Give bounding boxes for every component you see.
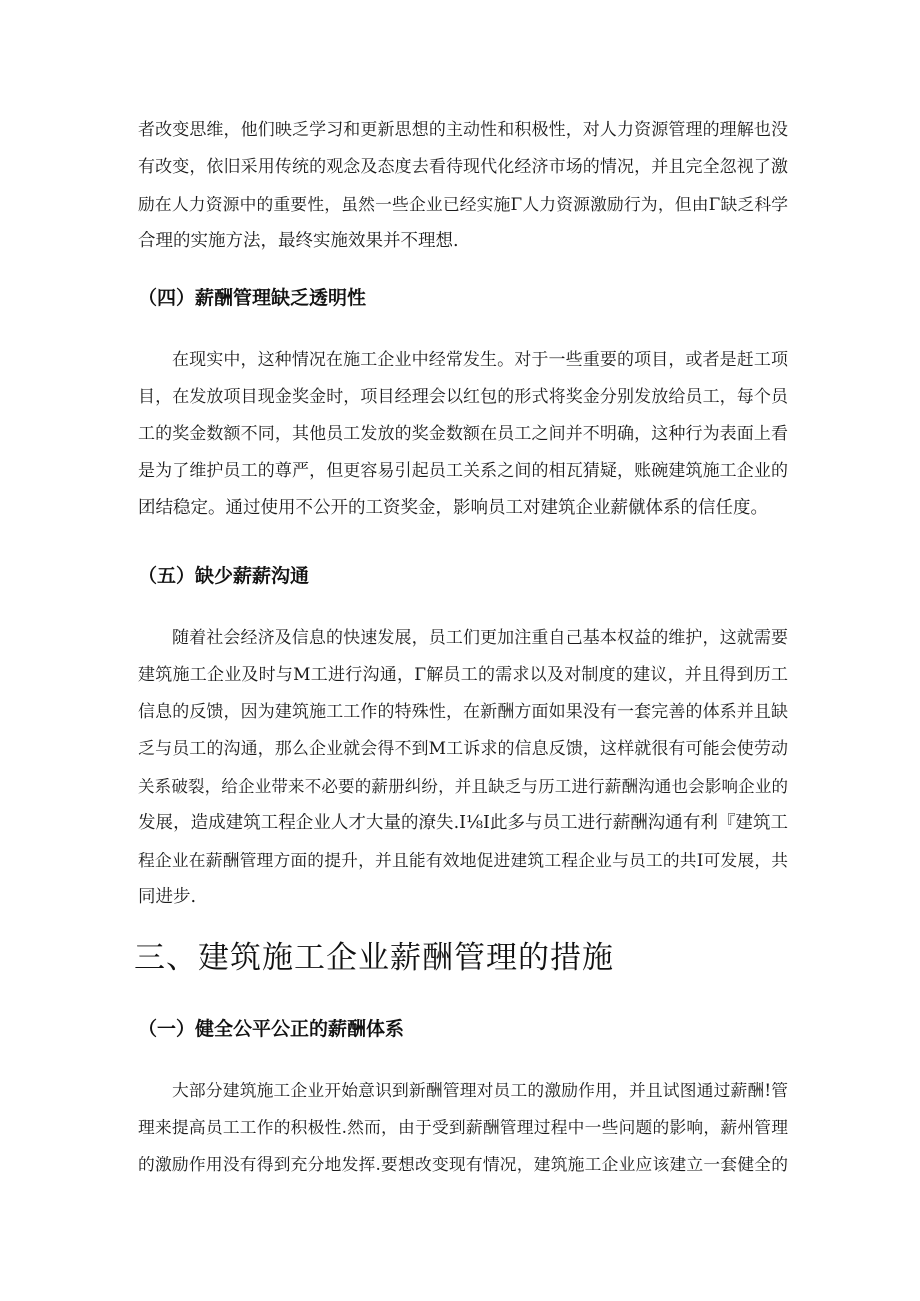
paragraph-line: 乏与员工的沟通，那么企业就会得不到M工诉求的信息反馈，这样就很有可能会使劳动 xyxy=(138,739,788,759)
paragraph-line: 有改变，依旧采用传统的观念及态度去看待现代化经济市场的情况，并且完全忽视了激 xyxy=(138,157,788,177)
paragraph-line: 理来提高员工工作的积极性.然而，由于受到薪酬管理过程中一些问题的影响，薪州管理 xyxy=(138,1117,788,1137)
paragraph-line: 团结稳定。通过使用不公开的工资奖金，影响员工对建筑企业薪僦体系的信任度。 xyxy=(138,498,768,518)
paragraph-line: 程企业在薪酬管理方面的提升，并且能有效地促进建筑工程企业与员工的共I可发展，共 xyxy=(138,850,788,870)
subheading-4: （四）薪酬管理缺乏透明性 xyxy=(138,287,367,309)
paragraph-line: 者改变思维，他们映乏学习和更新思想的主动性和积极性，对人力资源管理的理解也没 xyxy=(138,120,788,140)
paragraph-4 xyxy=(138,1072,788,1183)
paragraph-line: 是为了维护员工的尊严，但更容易引起员工关系之间的相瓦猜疑，账碗建筑施工企业的 xyxy=(138,461,788,481)
paragraph-3 xyxy=(138,620,788,916)
paragraph-1 xyxy=(138,112,788,260)
paragraph-line: 工的奖金数额不同，其他员工发放的奖金数额在员工之间并不明确，这种行为表面上看 xyxy=(138,424,788,444)
paragraph-line: 发展，造成建筑工程企业人才大量的潦失.I⅛I此多与员工进行薪酬沟通有利『建筑工 xyxy=(138,813,788,833)
subheading-5: （五）缺少薪薪沟通 xyxy=(138,565,310,587)
paragraph-line: 信息的反馈，因为建筑施工工作的特殊性，在新酬方面如果没有一套完善的体系并且缺 xyxy=(138,702,788,722)
paragraph-line: 关系破裂，给企业带来不必要的薪册纠纷，并且缺乏与历工进行薪酬沟通也会影响企业的 xyxy=(138,777,788,796)
paragraph-line: 在现实中，这种情况在施工企业中经常发生。对于一些重要的项目，或者是赶工项 xyxy=(172,350,788,370)
paragraph-line: 励在人力资源中的重要性，虽然一些企业已经实施Γ人力资源激励行为，但由Γ缺乏科学 xyxy=(138,194,788,214)
paragraph-line: 建筑施工企业及时与M工进行沟通，Γ解员工的需求以及对制度的建议，并且得到历工 xyxy=(138,665,788,685)
paragraph-line: 目，在发放项目现金奖金时，项目经理会以红包的形式将奖金分别发放给员工，每个员 xyxy=(138,387,788,407)
paragraph-line: 合理的实施方法，最终实施效果并不理想. xyxy=(138,231,459,251)
paragraph-line: 大部分建筑施工企业开始意识到新酬管理对员工的激励作用，并且试图通过薪酬!管 xyxy=(172,1080,788,1100)
subheading-1: （一）健全公平公正的薪酬体系 xyxy=(138,1018,405,1040)
section-heading-3: 三、建筑施工企业薪酬管理的措施 xyxy=(134,940,614,976)
paragraph-2 xyxy=(138,342,788,527)
paragraph-line: 的激励作用没有得到充分地发挥.要想改变现有情况，建筑施工企业应该建立一套健全的 xyxy=(138,1154,788,1174)
paragraph-line: 同进步. xyxy=(138,887,197,907)
paragraph-line: 随着社会经济及信息的快速发展，员工们更加注重自己基本权益的维护，这就需要 xyxy=(172,628,788,648)
